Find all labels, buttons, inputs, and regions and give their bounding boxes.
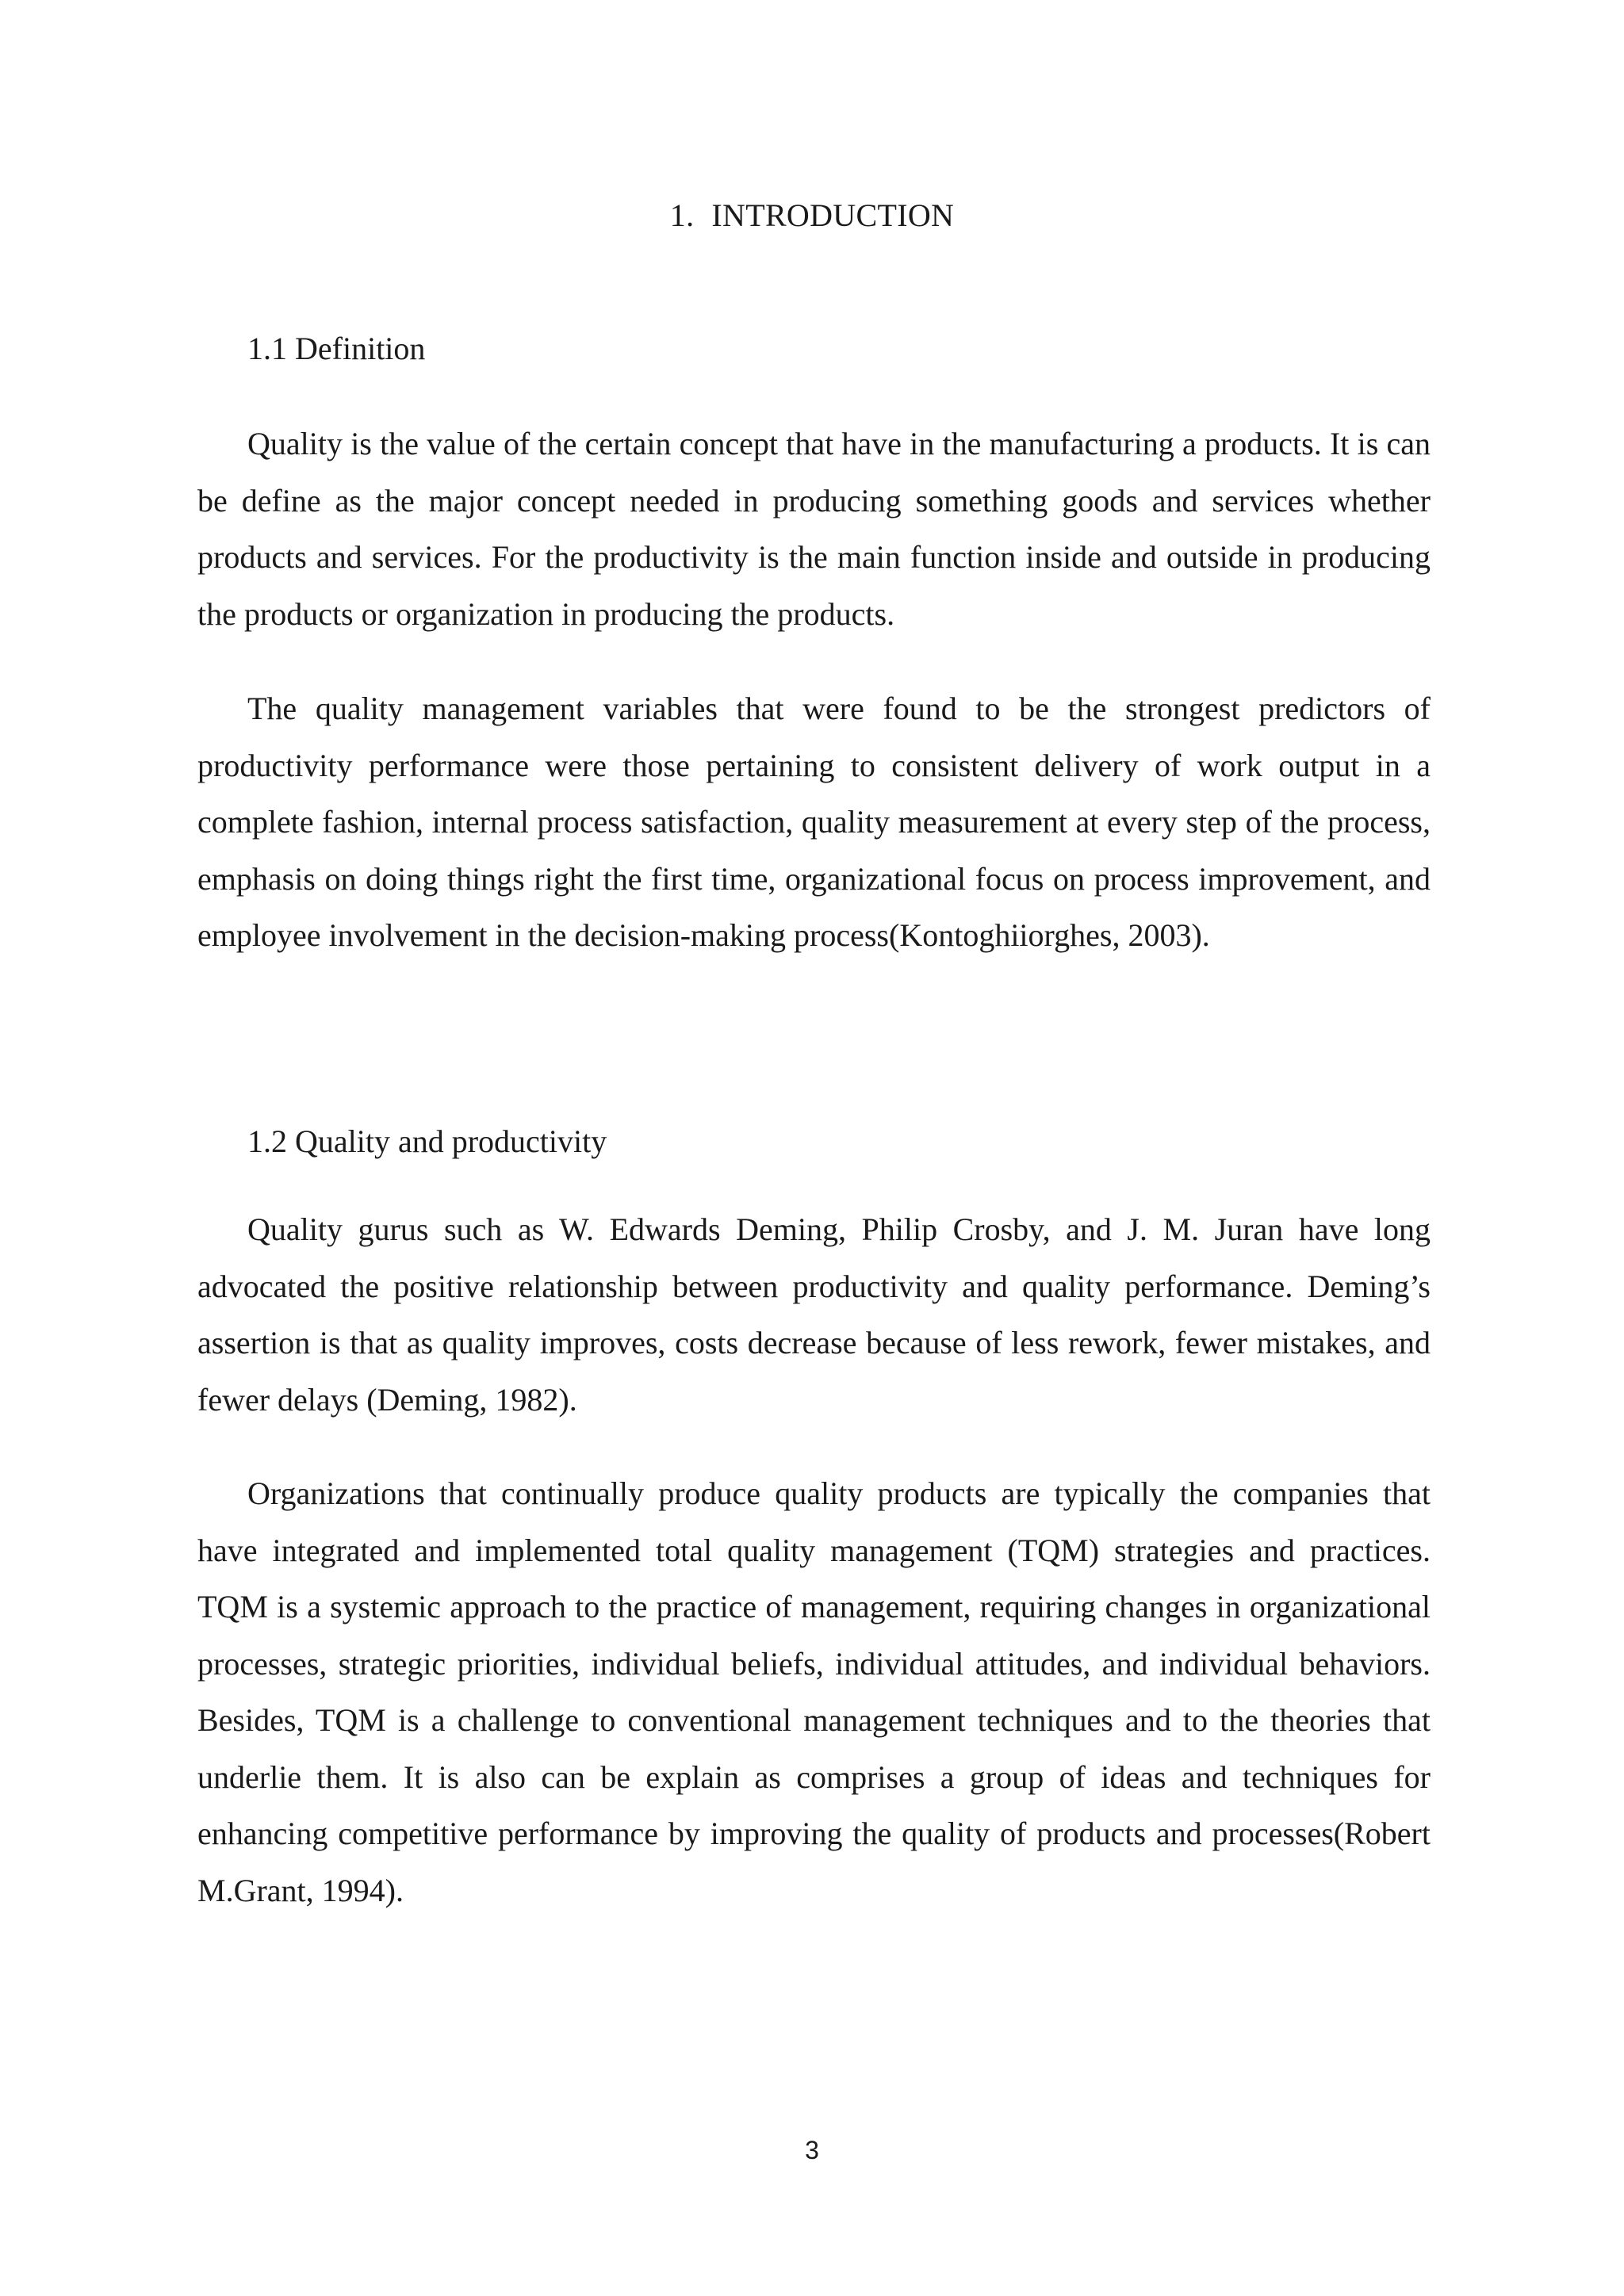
paragraph-definition-1: Quality is the value of the certain concept that have in the manufacturing a products. It is can be define as the major concept needed in producing something goods and services whether products and services. For the productivity is the main function inside and outside in producing the products or organization in producing the products. bbox=[197, 426, 1431, 632]
paragraph-quality-productivity-2: Organizations that continually produce quality products are typically the companies that have integrated and implemented total quality management (TQM) strategies and practices. TQM is a systemic approach to the practice of management, requiring changes in organizational processes, strategic priorities, individual beliefs, individual attitudes, and individual behaviors. Besides, TQM is a challenge to conventional management techniques and to the theories that underlie them. It is also can be explain as comprises a group of ideas and techniques for enhancing competitive performance by improving the quality of products and processes(Robert M.Grant, 1994). bbox=[197, 1475, 1431, 1908]
paragraph-quality-productivity-1: Quality gurus such as W. Edwards Deming, Philip Crosby, and J. M. Juran have long advocated the positive relationship between productivity and quality performance. Deming’s assertion is that as quality improves, costs decrease because of less rework, fewer mistakes, and fewer delays (Deming, 1982). bbox=[197, 1211, 1431, 1418]
chapter-number: 1. bbox=[669, 197, 695, 233]
chapter-title-text: INTRODUCTION bbox=[711, 197, 955, 233]
section-heading-quality-and-productivity: 1.2 Quality and productivity bbox=[247, 1123, 607, 1159]
page-number: 3 bbox=[805, 2136, 819, 2164]
section-heading-definition: 1.1 Definition bbox=[247, 331, 426, 366]
chapter-title bbox=[0, 195, 1624, 236]
paragraph-definition-2: The quality management variables that were found to be the strongest predictors of productivity performance were those pertaining to consistent delivery of work output in a complete fashion, internal process satisfaction, quality measurement at every step of the process, emphasis on doing things right the first time, organizational focus on process improvement, and employee involvement in the decision-making process(Kontoghiiorghes, 2003). bbox=[197, 691, 1431, 953]
